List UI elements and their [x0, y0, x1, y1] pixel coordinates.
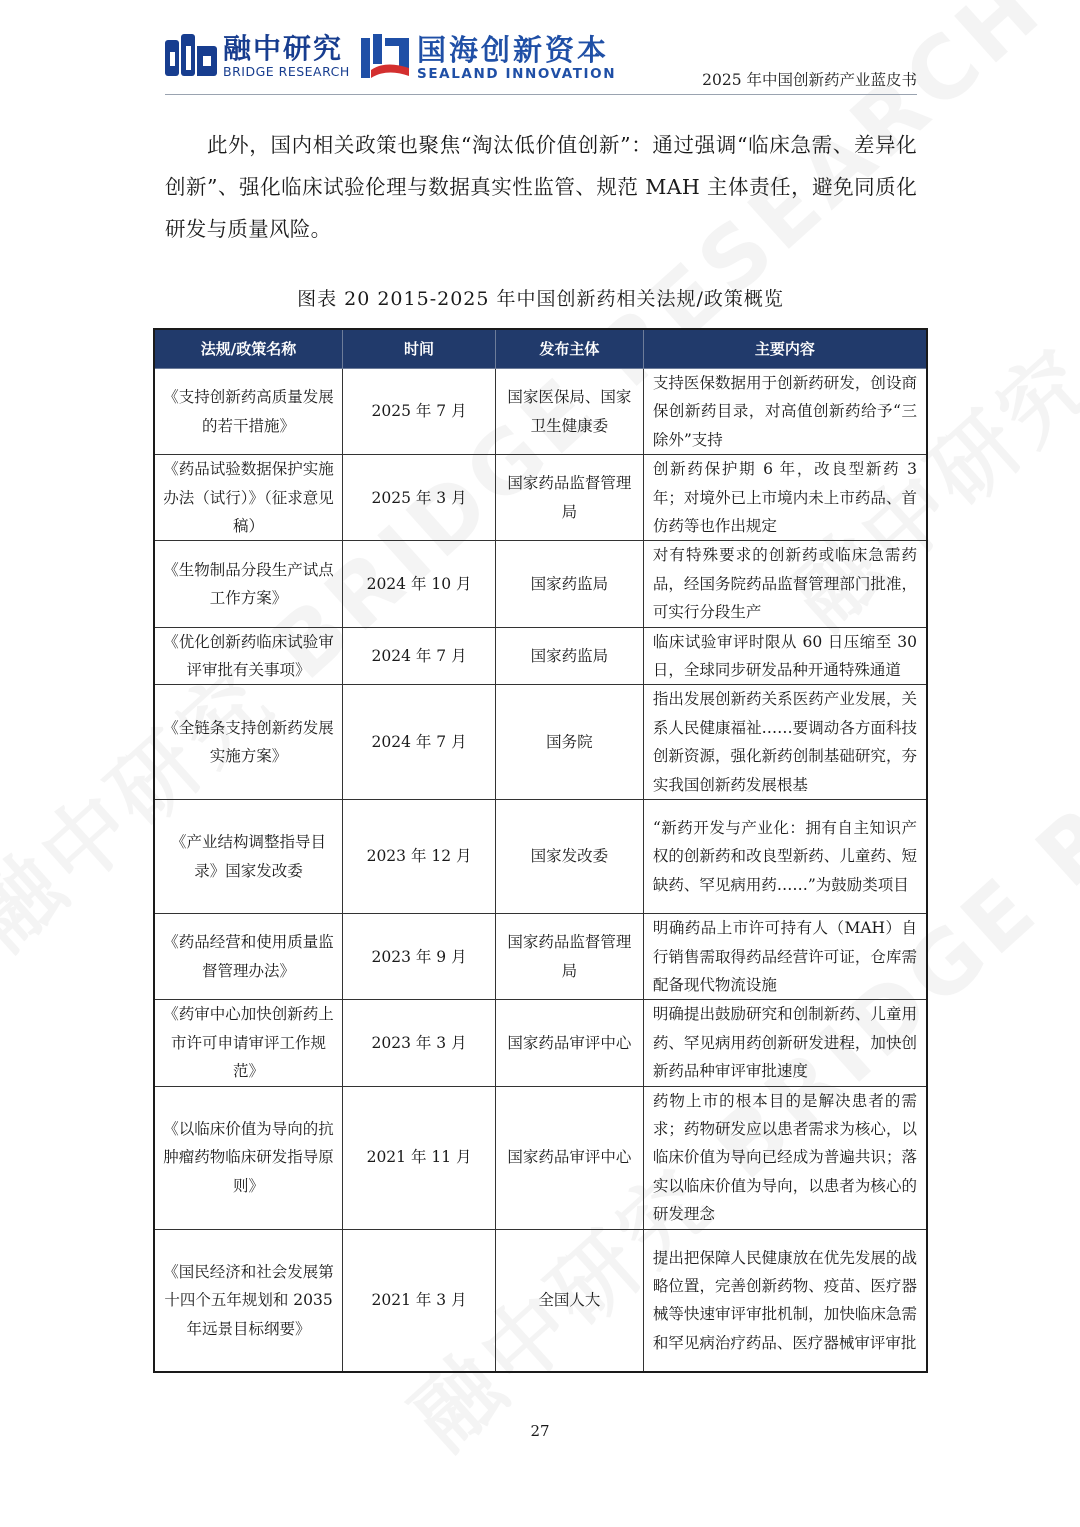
policy-date: 2021 年 11 月 — [343, 1086, 496, 1229]
policy-date: 2024 年 7 月 — [343, 627, 496, 685]
bridge-research-logo — [165, 34, 350, 80]
policy-content: 创新药保护期 6 年，改良型新药 3 年；对境外已上市境内未上市药品、首仿药等也作出规定 — [643, 455, 927, 541]
policy-issuer: 国家药品监督管理局 — [496, 914, 644, 1000]
policy-date: 2021 年 3 月 — [343, 1229, 496, 1372]
header-date: 时间 — [343, 329, 496, 369]
policy-table — [153, 328, 928, 1373]
logo1-english-name: BRIDGE RESEARCH — [223, 64, 350, 79]
page-number: 27 — [530, 1422, 550, 1440]
table-row — [154, 455, 927, 541]
sealand-innovation-logo — [361, 34, 616, 82]
policy-name: 《生物制品分段生产试点工作方案》 — [154, 541, 343, 627]
table-row — [154, 1086, 927, 1229]
bridge-research-logo-icon — [165, 34, 217, 80]
table-header-row — [154, 329, 927, 369]
policy-date: 2023 年 3 月 — [343, 1000, 496, 1086]
document-title: 2025 年中国创新药产业蓝皮书 — [702, 71, 917, 89]
policy-content: 明确药品上市许可持有人（MAH）自行销售需取得药品经营许可证，仓库需配备现代物流设施 — [643, 914, 927, 1000]
table-row — [154, 685, 927, 800]
policy-date: 2024 年 7 月 — [343, 685, 496, 800]
header-policy-name: 法规/政策名称 — [154, 329, 343, 369]
policy-date: 2023 年 12 月 — [343, 800, 496, 914]
table-row — [154, 541, 927, 627]
table-row — [154, 800, 927, 914]
logo1-chinese-name: 融中研究 — [223, 32, 344, 65]
policy-name: 《国民经济和社会发展第十四个五年规划和 2035 年远景目标纲要》 — [154, 1229, 343, 1372]
policy-content: 明确提出鼓励研究和创制新药、儿童用药、罕见病用药创新研发进程，加快创新药品种审评审批速度 — [643, 1000, 927, 1086]
policy-issuer: 全国人大 — [496, 1229, 644, 1372]
body-paragraph: 此外，国内相关政策也聚焦“淘汰低价值创新”：通过强调“临床急需、差异化创新”、强化临床试验伦理与数据真实性监管、规范 MAH 主体责任，避免同质化研发与质量风险。 — [165, 133, 917, 241]
policy-issuer: 国家药品审评中心 — [496, 1000, 644, 1086]
sealand-innovation-logo-icon — [361, 34, 409, 82]
policy-issuer: 国家发改委 — [496, 800, 644, 914]
table-row — [154, 1229, 927, 1372]
logo2-chinese-name: 国海创新资本 — [417, 33, 610, 67]
policy-content: 支持医保数据用于创新药研发，创设商保创新药目录，对高值创新药给予“三除外”支持 — [643, 369, 927, 455]
logo2-english-name: SEALAND INNOVATION — [417, 66, 617, 82]
policy-issuer: 国家药监局 — [496, 627, 644, 685]
policy-date: 2025 年 3 月 — [343, 455, 496, 541]
policy-issuer: 国家药品监督管理局 — [496, 455, 644, 541]
header-issuer: 发布主体 — [496, 329, 644, 369]
policy-content: “新药开发与产业化：拥有自主知识产权的创新药和改良型新药、儿童药、短缺药、罕见病用药……”为鼓励类项目 — [643, 800, 927, 914]
table-caption: 图表 20 2015-2025 年中国创新药相关法规/政策概览 — [297, 288, 784, 310]
policy-issuer: 国家药品审评中心 — [496, 1086, 644, 1229]
policy-name: 《支持创新药高质量发展的若干措施》 — [154, 369, 343, 455]
policy-content: 药物上市的根本目的是解决患者的需求；药物研发应以患者需求为核心，以临床价值为导向已经成为普遍共识；落实以临床价值为导向，以患者为核心的研发理念 — [643, 1086, 927, 1229]
header-content: 主要内容 — [643, 329, 927, 369]
policy-name: 《药品经营和使用质量监督管理办法》 — [154, 914, 343, 1000]
header-divider — [165, 94, 917, 95]
policy-content: 对有特殊要求的创新药或临床急需药品，经国务院药品监督管理部门批准，可实行分段生产 — [643, 541, 927, 627]
policy-name: 《药审中心加快创新药上市许可申请审评工作规范》 — [154, 1000, 343, 1086]
policy-date: 2024 年 10 月 — [343, 541, 496, 627]
policy-issuer: 国务院 — [496, 685, 644, 800]
policy-name: 《药品试验数据保护实施办法（试行）》（征求意见稿） — [154, 455, 343, 541]
policy-content: 临床试验审评时限从 60 日压缩至 30 日，全球同步研发品种开通特殊通道 — [643, 627, 927, 685]
policy-date: 2025 年 7 月 — [343, 369, 496, 455]
table-row — [154, 369, 927, 455]
policy-name: 《以临床价值为导向的抗肿瘤药物临床研发指导原则》 — [154, 1086, 343, 1229]
table-row — [154, 627, 927, 685]
table-row — [154, 914, 927, 1000]
policy-date: 2023 年 9 月 — [343, 914, 496, 1000]
policy-issuer: 国家医保局、国家卫生健康委 — [496, 369, 644, 455]
policy-name: 《优化创新药临床试验审评审批有关事项》 — [154, 627, 343, 685]
policy-issuer: 国家药监局 — [496, 541, 644, 627]
policy-name: 《产业结构调整指导目录》国家发改委 — [154, 800, 343, 914]
policy-content: 提出把保障人民健康放在优先发展的战略位置，完善创新药物、疫苗、医疗器械等快速审评审批机制，加快临床急需和罕见病治疗药品、医疗器械审评审批 — [643, 1229, 927, 1372]
policy-name: 《全链条支持创新药发展实施方案》 — [154, 685, 343, 800]
page-header — [165, 30, 917, 96]
policy-content: 指出发展创新药关系医药产业发展，关系人民健康福祉……要调动各方面科技创新资源，强化新药创制基础研究，夯实我国创新药发展根基 — [643, 685, 927, 800]
table-row — [154, 1000, 927, 1086]
